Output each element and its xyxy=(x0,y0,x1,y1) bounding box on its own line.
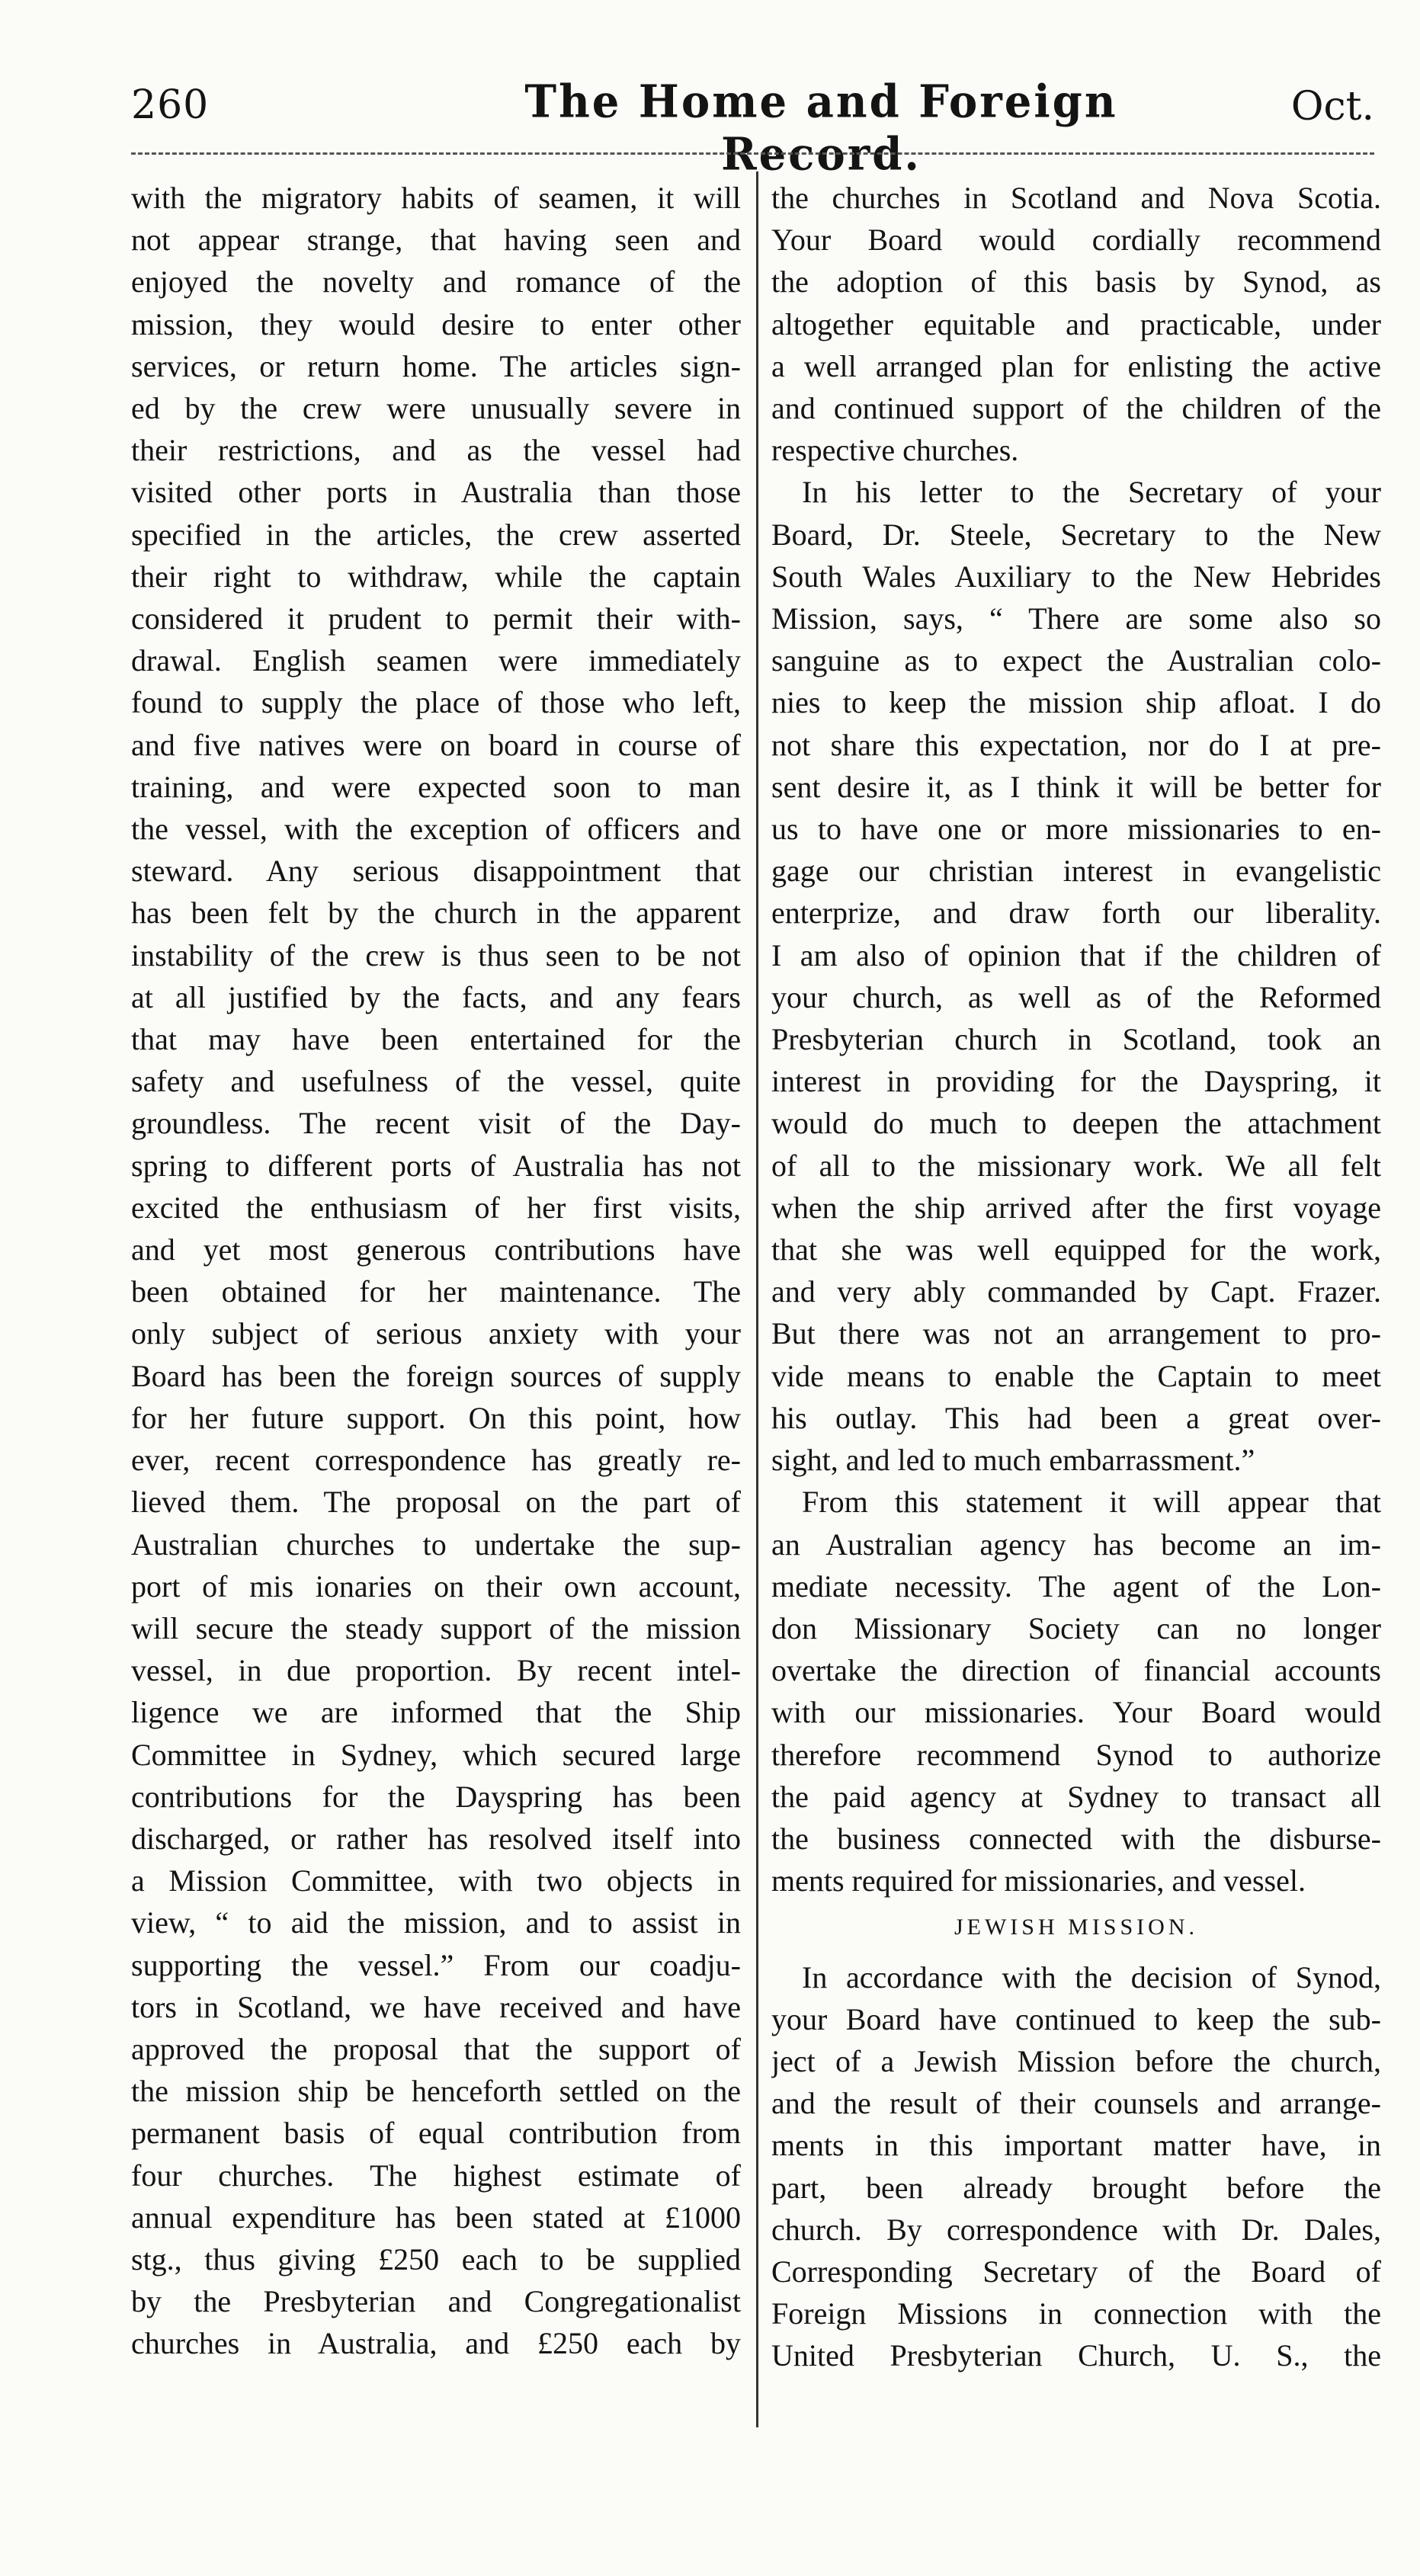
text-line: Australian churches to undertake the sup- xyxy=(131,1527,741,1562)
text-line: Mission, says, “ There are some also so xyxy=(771,601,1381,636)
text-line: vide means to enable the Captain to meet xyxy=(771,1358,1381,1393)
text-line: therefore recommend Synod to authorize xyxy=(771,1737,1381,1772)
text-line: at all justified by the facts, and any fears xyxy=(131,979,741,1014)
header-rule xyxy=(131,152,1374,155)
text-line: mission, they would desire to enter other xyxy=(131,306,741,341)
text-line: approved the proposal that the support of xyxy=(131,2031,741,2066)
text-line: ed by the crew were unusually severe in xyxy=(131,391,741,426)
text-line: Corresponding Secretary of the Board of xyxy=(771,2254,1381,2289)
text-line: a well arranged plan for enlisting the active xyxy=(771,348,1381,383)
text-line: vessel, in due proportion. By recent intel- xyxy=(131,1653,741,1688)
text-line: four churches. The highest estimate of xyxy=(131,2158,741,2193)
text-line: not appear strange, that having seen and xyxy=(131,223,741,258)
text-line: permanent basis of equal contribution from xyxy=(131,2116,741,2151)
text-line: by the Presbyterian and Congregationalist xyxy=(131,2284,741,2319)
text-line: their right to withdraw, while the captain xyxy=(131,559,741,594)
running-header xyxy=(131,75,1374,181)
text-line: when the ship arrived after the first voyage xyxy=(771,1190,1381,1225)
text-line: mediate necessity. The agent of the Lon- xyxy=(771,1568,1381,1604)
text-line: an Australian agency has become an im- xyxy=(771,1527,1381,1562)
text-line: South Wales Auxiliary to the New Hebrides xyxy=(771,559,1381,594)
text-line: From this statement it will appear that xyxy=(802,1485,1381,1520)
text-line: ever, recent correspondence has greatly re- xyxy=(131,1443,741,1478)
text-line: interest in providing for the Dayspring, it xyxy=(771,1064,1381,1099)
text-line: spring to different ports of Australia has not xyxy=(131,1148,741,1183)
text-line: Your Board would cordially recommend xyxy=(771,223,1381,258)
text-line: instability of the crew is thus seen to be not xyxy=(131,937,741,972)
text-line: for her future support. On this point, how xyxy=(131,1400,741,1435)
text-line: has been felt by the church in the apparent xyxy=(131,896,741,931)
text-line: supporting the vessel.” From our coadju- xyxy=(131,1947,741,1982)
text-line: the mission ship be henceforth settled on the xyxy=(131,2074,741,2109)
text-line: But there was not an arrangement to pro- xyxy=(771,1316,1381,1351)
text-line: steward. Any serious disappointment that xyxy=(131,854,741,889)
text-line: with the migratory habits of seamen, it will xyxy=(131,181,741,215)
text-line: and very ably commanded by Capt. Frazer. xyxy=(771,1274,1381,1309)
text-line: the business connected with the disburse- xyxy=(771,1821,1381,1856)
text-line: lieved them. The proposal on the part of xyxy=(131,1485,741,1520)
text-line: tors in Scotland, we have received and have xyxy=(131,1989,741,2024)
text-line: church. By correspondence with Dr. Dales, xyxy=(771,2212,1381,2247)
text-line: annual expenditure has been stated at £1000 xyxy=(131,2200,741,2235)
text-line: his outlay. This had been a great over- xyxy=(771,1400,1381,1435)
text-line: with our missionaries. Your Board would xyxy=(771,1695,1381,1730)
text-line: ments required for missionaries, and vessel. xyxy=(771,1863,1306,1898)
text-line: churches in Australia, and £250 each by xyxy=(131,2326,741,2361)
text-line: discharged, or rather has resolved itself into xyxy=(131,1821,741,1856)
text-line: respective churches. xyxy=(771,433,1019,468)
issue-month: Oct. xyxy=(1290,84,1374,130)
text-line: I am also of opinion that if the children of xyxy=(771,937,1381,972)
text-line: view, “ to aid the mission, and to assist in xyxy=(131,1905,741,1940)
text-line: us to have one or more missionaries to en- xyxy=(771,812,1381,847)
text-line: Foreign Missions in connection with the xyxy=(771,2296,1381,2331)
journal-title: The Home and Foreign Record. xyxy=(524,75,1118,181)
text-line: that may have been entertained for the xyxy=(131,1022,741,1057)
text-line: specified in the articles, the crew asserted xyxy=(131,517,741,552)
text-line: overtake the direction of financial accounts xyxy=(771,1653,1381,1688)
paragraph-dr-steele-letter xyxy=(771,471,1381,1481)
text-line: been obtained for her maintenance. The xyxy=(131,1274,741,1309)
text-line: In accordance with the decision of Synod, xyxy=(802,1959,1381,1994)
text-line: considered it prudent to permit their with- xyxy=(131,601,741,636)
text-line: drawal. English seamen were immediately xyxy=(131,643,741,678)
text-line: and continued support of the children of the xyxy=(771,391,1381,426)
text-line: nies to keep the mission ship afloat. I do xyxy=(771,685,1381,720)
text-line: will secure the steady support of the mission xyxy=(131,1610,741,1645)
text-line: stg., thus giving £250 each to be supplied xyxy=(131,2241,741,2276)
text-line: would do much to deepen the attachment xyxy=(771,1106,1381,1141)
text-line: sanguine as to expect the Australian colo- xyxy=(771,643,1381,678)
text-line: the adoption of this basis by Synod, as xyxy=(771,264,1381,300)
text-line: your Board have continued to keep the sub- xyxy=(771,2001,1381,2036)
text-line: excited the enthusiasm of her first visits, xyxy=(131,1190,741,1225)
text-line: contributions for the Dayspring has been xyxy=(131,1779,741,1814)
text-line: and yet most generous contributions have xyxy=(131,1232,741,1267)
text-line: safety and usefulness of the vessel, quite xyxy=(131,1064,741,1099)
paragraph-basis-of-support xyxy=(771,177,1381,471)
text-line: don Missionary Society can no longer xyxy=(771,1610,1381,1645)
text-line: sight, and led to much embarrassment.” xyxy=(771,1443,1255,1478)
text-line: gage our christian interest in evangelistic xyxy=(771,854,1381,889)
text-line: the vessel, with the exception of officers and xyxy=(131,812,741,847)
text-line: that she was well equipped for the work, xyxy=(771,1232,1381,1267)
text-line: and five natives were on board in course of xyxy=(131,727,741,762)
left-column xyxy=(131,177,741,2365)
text-line: ject of a Jewish Mission before the church, xyxy=(771,2043,1381,2078)
column-divider xyxy=(756,171,758,2427)
text-line: ligence we are informed that the Ship xyxy=(131,1695,741,1730)
text-line: sent desire it, as I think it will be better for xyxy=(771,769,1381,804)
text-line: groundless. The recent visit of the Day- xyxy=(131,1106,741,1141)
text-line: enjoyed the novelty and romance of the xyxy=(131,264,741,300)
text-line: not share this expectation, nor do I at pre- xyxy=(771,727,1381,762)
text-line: Board has been the foreign sources of supply xyxy=(131,1358,741,1393)
text-line: United Presbyterian Church, U. S., the xyxy=(771,2338,1381,2373)
text-line: of all to the missionary work. We all felt xyxy=(771,1148,1381,1183)
text-line: In his letter to the Secretary of your xyxy=(802,475,1381,510)
text-line: altogether equitable and practicable, under xyxy=(771,306,1381,341)
text-line: the paid agency at Sydney to transact all xyxy=(771,1779,1381,1814)
page-number: 260 xyxy=(131,82,210,128)
text-line: their restrictions, and as the vessel had xyxy=(131,433,741,468)
text-line: visited other ports in Australia than those xyxy=(131,475,741,510)
text-line: port of mis ionaries on their own account, xyxy=(131,1568,741,1604)
text-line: found to supply the place of those who left, xyxy=(131,685,741,720)
text-line: Board, Dr. Steele, Secretary to the New xyxy=(771,517,1381,552)
section-heading-jewish-mission: JEWISH MISSION. xyxy=(954,1914,1198,1940)
text-line: training, and were expected soon to man xyxy=(131,769,741,804)
text-line: the churches in Scotland and Nova Scotia. xyxy=(771,181,1381,215)
paragraph-australian-agency xyxy=(771,1481,1381,1902)
right-column xyxy=(771,177,1381,2377)
text-line: and the result of their counsels and arrange- xyxy=(771,2086,1381,2121)
text-line: your church, as well as of the Reformed xyxy=(771,979,1381,1014)
paragraph-jewish-mission xyxy=(771,1956,1381,2377)
text-line: Committee in Sydney, which secured large xyxy=(131,1737,741,1772)
text-line: part, been already brought before the xyxy=(771,2170,1381,2205)
text-line: enterprize, and draw forth our liberality. xyxy=(771,896,1381,931)
text-line: Presbyterian church in Scotland, took an xyxy=(771,1022,1381,1057)
text-line: services, or return home. The articles sign- xyxy=(131,348,741,383)
text-line: only subject of serious anxiety with your xyxy=(131,1316,741,1351)
text-line: a Mission Committee, with two objects in xyxy=(131,1863,741,1898)
text-line: ments in this important matter have, in xyxy=(771,2128,1381,2163)
